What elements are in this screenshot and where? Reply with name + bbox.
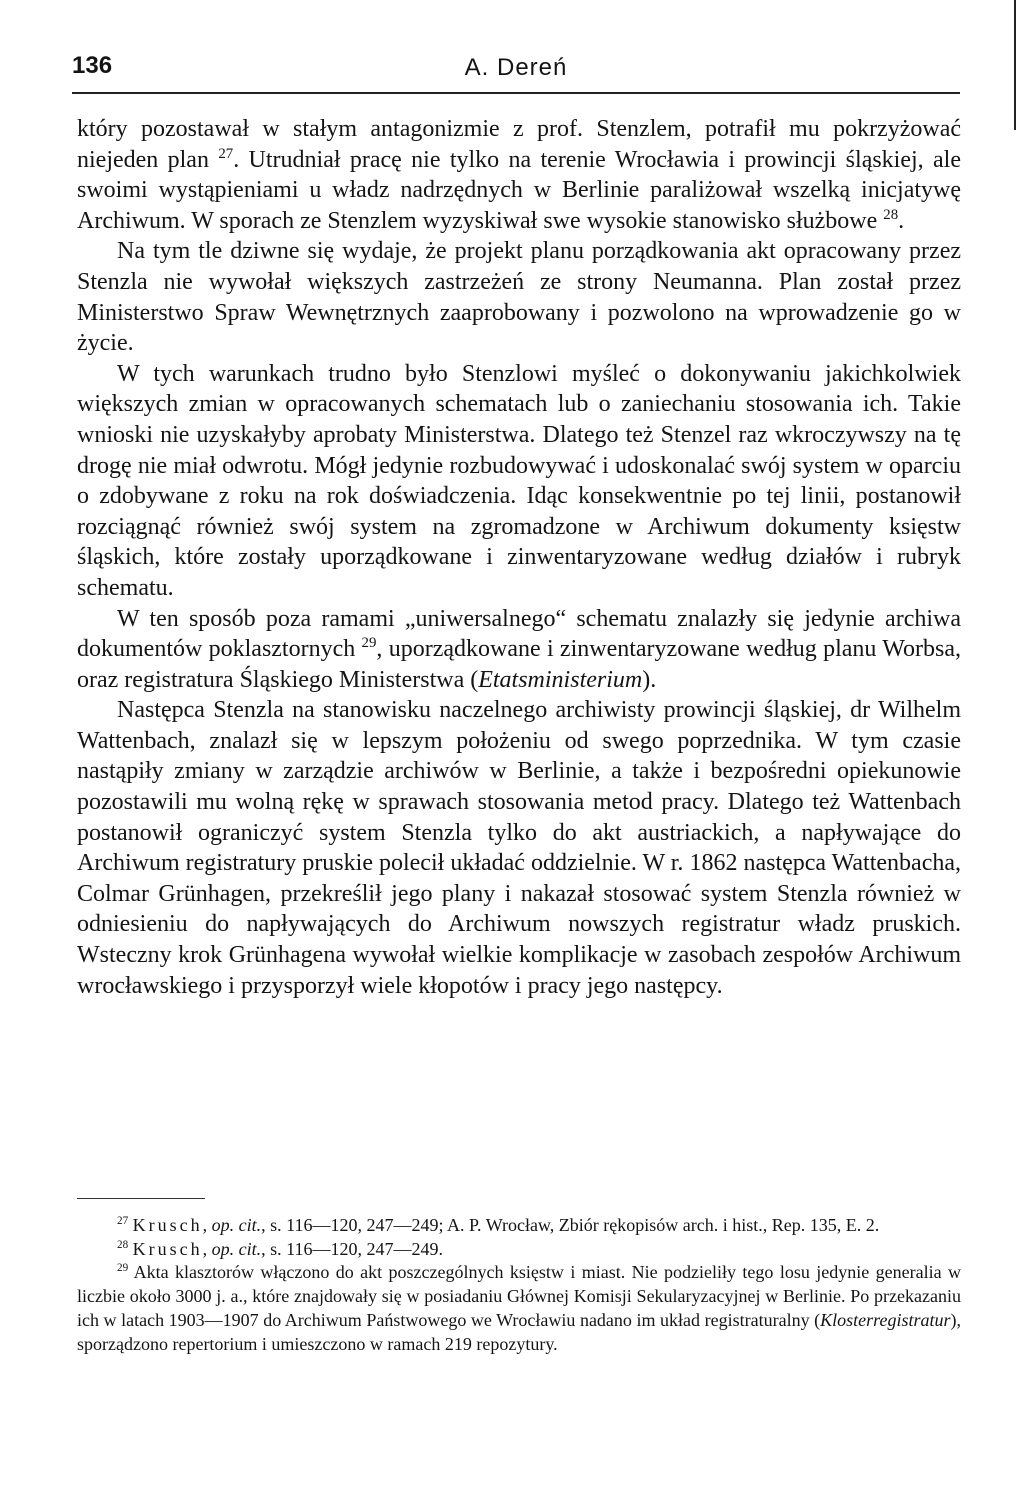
paragraph: Następca Stenzla na stanowisku naczelnego archiwisty prowincji śląskiej, dr Wilhelm Wattenbach, znalazł się w lepszym położeniu od swego poprzednika. W tym czasie nastąpiły zmiany w zarządzie archiwów w Berlinie, a także i bezpośredni opiekunowie pozostawili mu wolną rękę w sprawach stosowania metod pracy. Dlatego też Wattenbach postanowił ograniczyć system Stenzla tylko do akt austriackich, a napływające do Archiwum registratury pruskie polecił układać oddzielnie. W r. 1862 następca Wattenbacha, Colmar Grünhagen, przekreślił jego plany i nakazał stosować system Stenzla również w odniesieniu do napływających do Archiwum nowszych registratur władz pruskich. Wsteczny krok Grünhagena wywołał wielkie komplikacje w zasobach zespołów Archiwum wrocławskiego i przysporzył wiele kłopotów i pracy jego następcy. (77, 697, 961, 999)
citation-abbr: op. cit. (211, 1215, 262, 1235)
running-header (72, 52, 960, 94)
text-run: Akta klasztorów włączono do akt poszczególnych księstw i miast. Nie podzieliły tego losu jedynie generalia w liczbie około 3000 j. a., które znajdowały się w posiadaniu Głównej Komisji Sekularyzacyjnej w Berlinie. Po przekazaniu ich w latach 1903—1907 do Archiwum Państwowego we Wrocławiu nadano im układ registraturalny ( (77, 1262, 961, 1330)
text-run: , (202, 1238, 212, 1259)
footnote-ref: 28 (883, 206, 899, 223)
footnote (77, 1214, 961, 1238)
body-text (77, 114, 961, 1001)
text-run: ), sporządzono repertorium i umieszczono w ramach 219 repozytury. (77, 1309, 961, 1354)
footnote-author: Krusch (132, 1238, 203, 1259)
text-run: który pozostawał w stałym antagonizmie z prof. Stenzlem, potrafił mu pokrzyżować niejeden plan (77, 116, 961, 173)
footnote (77, 1261, 961, 1356)
paragraph: W tych warunkach trudno było Stenzlowi myśleć o dokonywaniu jakichkolwiek większych zmian w opracowanych schematach lub o zaniechaniu stosowania ich. Takie wnioski nie uzyskałyby aprobaty Ministerstwa. Dlatego też Stenzel raz wkroczywszy na tę drogę nie miał odwrotu. Mógł jedynie rozbudowywać i udoskonalać swój system w oparciu o zdobywane z roku na rok doświadczenia. Idąc konsekwentnie po tej linii, postanowił rozciągnąć również swój system na zgromadzone w Archiwum dokumenty księstw śląskich, które zostały uporządkowane i zinwentaryzowane według działów i rubryk schematu. (77, 360, 961, 601)
paragraph: Na tym tle dziwne się wydaje, że projekt planu porządkowania akt opracowany przez Stenzla nie wywołał większych zastrzeżeń ze strony Neumanna. Plan został przez Ministerstwo Spraw Wewnętrznych zaaprobowany i pozwolono na wprowadzenie go w życie. (77, 238, 961, 357)
text-run: . (898, 207, 905, 234)
text-run: ). (642, 666, 657, 693)
citation-abbr: op. cit. (211, 1238, 262, 1259)
text-run: , s. 116—120, 247—249; A. P. Wrocław, Zbiór rękopisów arch. i hist., Rep. 135, E. 2. (261, 1215, 880, 1235)
running-head-author: A. Dereń (464, 54, 568, 81)
footnote (77, 1238, 961, 1262)
footnote-ref: 29 (361, 635, 377, 652)
text-run: , s. 116—120, 247—249. (261, 1238, 443, 1259)
italic-term: Klosterregistratur (820, 1309, 951, 1330)
footnote-number: 27 (117, 1215, 129, 1227)
paragraph (77, 604, 961, 696)
footnote-author: Krusch (132, 1215, 203, 1235)
footnote-number: 28 (117, 1238, 129, 1251)
footnote-divider (77, 1198, 205, 1199)
page-edge-line (1014, 0, 1016, 130)
footnote-number: 29 (117, 1262, 129, 1275)
text-run: W ten sposób poza ramami „uniwersalnego“ schematu znalazły się jedynie archiwa dokumentów poklasztornych (77, 605, 961, 663)
text-run: . Utrudniał pracę nie tylko na terenie Wrocławia i prowincji śląskiej, ale swoimi wystąpieniami u władz nadrzędnych w Berlinie paraliżował wszelką inicjatywę Archiwum. W sporach ze Stenzlem wyzyskiwał swe wysokie stanowisko służbowe (77, 146, 961, 234)
text-run: , uporządkowane i zinwentaryzowane według planu Worbsa, oraz registratura Śląskiego Ministerstwa ( (77, 636, 961, 693)
footnote-ref: 27 (218, 145, 234, 162)
page-number: 136 (72, 52, 113, 79)
paragraph (77, 114, 961, 236)
italic-term: Etatsministerium (478, 666, 643, 693)
text-run: , (202, 1215, 212, 1235)
footnotes (77, 1214, 961, 1356)
